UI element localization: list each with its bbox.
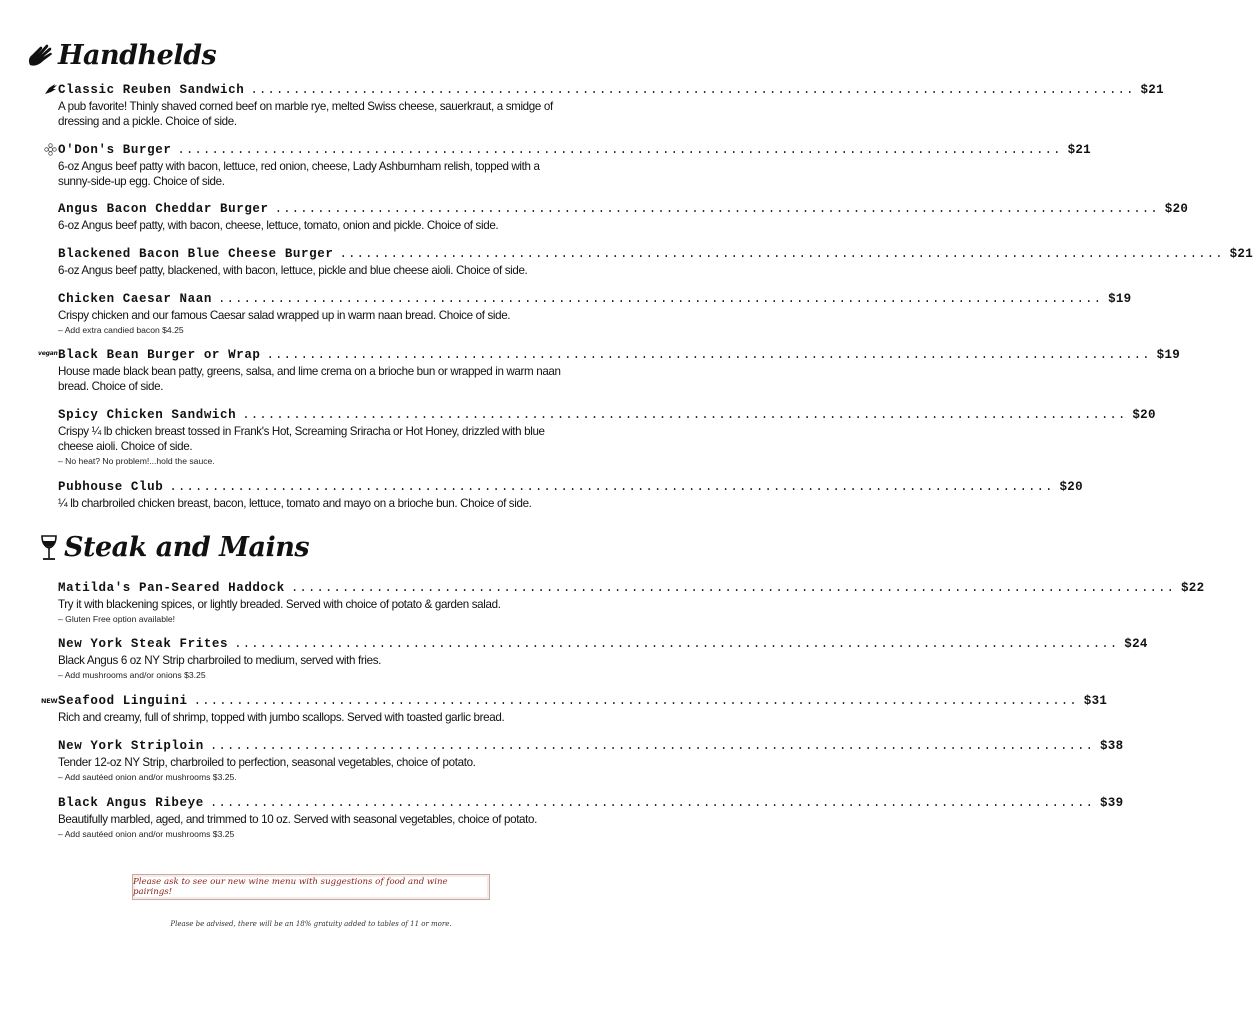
item-name: Chicken Caesar Naan (58, 292, 212, 306)
section-title: Handhelds (58, 40, 217, 71)
item-description: 6-oz Angus beef patty, blackened, with bacon, lettuce, pickle and blue cheese aioli. Choice of side. (58, 264, 528, 277)
menu-item (58, 581, 1205, 626)
leader-dots: ........................................................................................................ (177, 143, 1062, 157)
menu-item (58, 202, 1189, 233)
item-description: 6-oz Angus beef patty with bacon, lettuce, red onion, cheese, Lady Ashburnham relish, topped with a sunny-side-up egg. Choice of side. (58, 160, 540, 188)
item-name: Black Bean Burger or Wrap (58, 348, 261, 362)
item-note: – No heat? No problem!...hold the sauce. (58, 456, 215, 466)
leader-dots: ........................................................................................................ (274, 202, 1159, 216)
item-price: $21 (1140, 83, 1164, 97)
flower-icon (44, 143, 57, 156)
item-name: Spicy Chicken Sandwich (58, 408, 237, 422)
menu-item (58, 408, 1156, 468)
steak-header (26, 532, 309, 563)
item-description: Tender 12-oz NY Strip, charbroiled to perfection, seasonal vegetables, choice of potato. (58, 756, 476, 769)
leader-dots: ........................................................................................................ (209, 796, 1094, 810)
hand-pointer-icon (44, 83, 58, 95)
item-name: Pubhouse Club (58, 480, 164, 494)
item-name: Black Angus Ribeye (58, 796, 204, 810)
item-price: $21 (1229, 247, 1253, 261)
item-price: $39 (1099, 796, 1124, 810)
menu-item (58, 143, 1091, 189)
item-name: Seafood Linguini (58, 694, 188, 708)
vegan-badge: vegan (38, 350, 58, 357)
leader-dots: ........................................................................................................ (250, 83, 1135, 97)
item-name: O'Don's Burger (58, 143, 172, 157)
item-name: Angus Bacon Cheddar Burger (58, 202, 269, 216)
item-price: $21 (1067, 143, 1091, 157)
menu-item (58, 292, 1132, 337)
wine-notice-box (132, 874, 490, 900)
item-description: Try it with blackening spices, or lightly breaded. Served with choice of potato & garden salad. (58, 598, 501, 611)
handhelds-header (26, 40, 216, 71)
item-price: $22 (1180, 581, 1205, 595)
leader-dots: ........................................................................................................ (234, 637, 1119, 651)
item-note: – Add sautéed onion and/or mushrooms $3.25. (58, 772, 237, 782)
item-name: Classic Reuben Sandwich (58, 83, 245, 97)
section-title: Steak and Mains (64, 532, 310, 563)
leader-dots: ........................................................................................................ (242, 408, 1127, 422)
wine-glass-icon (38, 534, 60, 562)
hand-icon (26, 43, 56, 69)
item-name: Blackened Bacon Blue Cheese Burger (58, 247, 334, 261)
item-note: – Gluten Free option available! (58, 614, 176, 624)
menu-item (58, 480, 1083, 511)
menu-item (58, 637, 1148, 682)
leader-dots: ........................................................................................................ (169, 480, 1054, 494)
item-price: $20 (1132, 408, 1156, 422)
item-price: $31 (1083, 694, 1108, 708)
item-description: ¼ lb charbroiled chicken breast, bacon, lettuce, tomato and mayo on a brioche bun. Choice of side. (58, 497, 532, 510)
leader-dots: ........................................................................................................ (339, 247, 1224, 261)
item-description: Beautifully marbled, aged, and trimmed to 10 oz. Served with seasonal vegetables, choice of potato. (58, 813, 537, 826)
item-description: 6-oz Angus beef patty, with bacon, cheese, lettuce, tomato, onion and pickle. Choice of side. (58, 219, 499, 232)
item-price: $20 (1059, 480, 1083, 494)
item-description: A pub favorite! Thinly shaved corned beef on marble rye, melted Swiss cheese, sauerkraut, a smidge of dressing and a pickle. Choice of side. (58, 100, 553, 128)
item-name: New York Striploin (58, 739, 204, 753)
leader-dots: ........................................................................................................ (193, 694, 1078, 708)
menu-item (58, 739, 1124, 784)
item-description: House made black bean patty, greens, salsa, and lime crema on a brioche bun or wrapped in warm naan bread. Choice of side. (58, 365, 561, 393)
item-name: New York Steak Frites (58, 637, 229, 651)
leader-dots: ........................................................................................................ (209, 739, 1094, 753)
item-price: $19 (1108, 292, 1132, 306)
new-badge: NEW (41, 697, 58, 705)
menu-item (58, 348, 1181, 394)
leader-dots: ........................................................................................................ (290, 581, 1175, 595)
item-description: Crispy chicken and our famous Caesar salad wrapped up in warm naan bread. Choice of side. (58, 309, 511, 322)
menu-item (58, 796, 1124, 841)
item-note: – Add sautéed onion and/or mushrooms $3.25 (58, 829, 235, 839)
item-price: $24 (1124, 637, 1148, 651)
item-description: Crispy ¼ lb chicken breast tossed in Frank's Hot, Screaming Sriracha or Hot Honey, drizzled with blue cheese aioli. Choice of side. (58, 425, 545, 453)
menu-item (58, 83, 1164, 129)
leader-dots: ........................................................................................................ (217, 292, 1103, 306)
item-description: Black Angus 6 oz NY Strip charbroiled to medium, served with fries. (58, 654, 382, 667)
menu-item (58, 247, 1253, 278)
gratuity-notice: Please be advised, there will be an 18% gratuity added to tables of 11 or more. (170, 920, 452, 928)
item-price: $38 (1099, 739, 1124, 753)
item-price: $20 (1164, 202, 1189, 216)
item-name: Matilda's Pan-Seared Haddock (58, 581, 285, 595)
menu-item (58, 694, 1108, 725)
item-description: Rich and creamy, full of shrimp, topped with jumbo scallops. Served with toasted garlic bread. (58, 711, 505, 724)
item-note: – Add extra candied bacon $4.25 (58, 325, 184, 335)
item-price: $19 (1156, 348, 1181, 362)
wine-notice: Please ask to see our new wine menu with suggestions of food and wine pairings! (133, 877, 448, 897)
item-note: – Add mushrooms and/or onions $3.25 (58, 670, 206, 680)
leader-dots: ........................................................................................................ (266, 348, 1151, 362)
